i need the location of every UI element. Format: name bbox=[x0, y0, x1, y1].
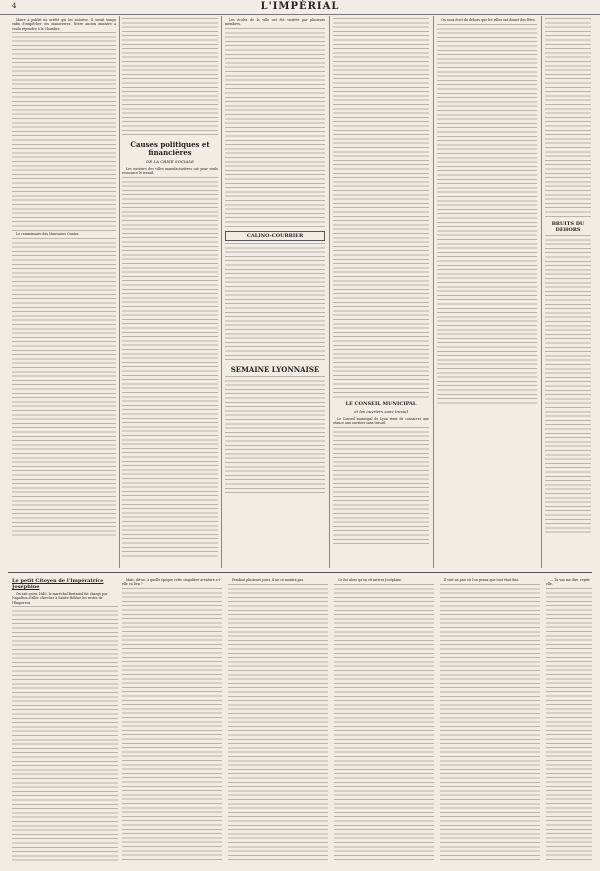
column-6 bbox=[545, 18, 591, 566]
text-block bbox=[546, 588, 592, 863]
feuilleton-column-2 bbox=[122, 578, 222, 863]
column-text: On sait qu'en 1840, le maréchal Bertrand fut chargé par Napoléon d'aller chercher à Sainte-Hélène les restes de l'Empereur. bbox=[12, 592, 108, 605]
column-text: On nous écrit du dehors que les villes ont donné des fêtes. bbox=[441, 18, 536, 22]
column-text: Les écoles de la ville ont été visitées par plusieurs membres. bbox=[225, 18, 325, 27]
column-2 bbox=[122, 18, 218, 566]
masthead bbox=[0, 0, 600, 15]
feuilleton-column-3 bbox=[228, 578, 328, 863]
feuilleton-column-6 bbox=[546, 578, 592, 863]
section-subheading: et les ouvriers sans travail bbox=[354, 409, 408, 414]
text-block bbox=[225, 243, 325, 363]
newspaper-title: L'IMPÉRIAL bbox=[260, 1, 340, 12]
section-heading: Causes politiques et financières bbox=[130, 140, 210, 157]
text-block bbox=[122, 588, 222, 863]
text-block bbox=[437, 24, 537, 404]
text-block bbox=[12, 238, 116, 538]
section-subheading: DE LA CRISE SOCIALE bbox=[146, 159, 194, 164]
text-block bbox=[225, 376, 325, 496]
column-text: Le commissaire des Mauvaises Quatre. bbox=[16, 232, 80, 237]
column-rule bbox=[119, 16, 120, 568]
column-text: Pendant plusieurs jours, il ne se montra pas. bbox=[232, 578, 305, 582]
section-heading: SEMAINE LYONNAISE bbox=[230, 365, 320, 375]
text-block bbox=[225, 28, 325, 228]
feuilleton-column-1 bbox=[12, 578, 118, 863]
text-block bbox=[12, 606, 118, 863]
feuilleton-column-5 bbox=[440, 578, 540, 863]
column-rule bbox=[433, 16, 434, 568]
text-block bbox=[228, 584, 328, 863]
column-text: Maire à publié un arrêté qui les autorise. Il serait temps enfin d'empêcher ces manœuvres. Notre ancien ministre a voulu répondre à la Chambre. bbox=[12, 18, 116, 31]
section-heading: CALINO-COURRIER bbox=[225, 231, 325, 241]
text-block bbox=[545, 235, 591, 535]
text-block bbox=[545, 18, 591, 218]
text-block bbox=[333, 18, 429, 398]
column-5 bbox=[437, 18, 537, 566]
column-3 bbox=[225, 18, 325, 566]
column-rule bbox=[541, 16, 542, 568]
feuilleton-heading: Le petit Citoyen de l'Impératrice Joséphine bbox=[12, 578, 104, 590]
column-text: Ce fut alors qu'on vit arriver Joséphine. bbox=[338, 578, 402, 582]
column-text: Les ouvriers des villes manufacturières ont pour seule ressource le travail. bbox=[122, 167, 218, 176]
text-block bbox=[334, 584, 434, 863]
column-4 bbox=[333, 18, 429, 566]
column-text: Mais, dit-on, à quelle époque cette singulière aventure a-t-elle eu lieu ? bbox=[122, 578, 221, 587]
column-text: — Tu vas me dire, reprit-elle. bbox=[546, 578, 591, 587]
text-block bbox=[122, 18, 218, 138]
text-block bbox=[440, 584, 540, 863]
feuilleton-rule bbox=[8, 572, 592, 573]
text-block bbox=[122, 177, 218, 557]
column-rule bbox=[329, 16, 330, 568]
page-number: 4 bbox=[12, 2, 17, 10]
column-1 bbox=[12, 18, 116, 566]
text-block bbox=[12, 32, 116, 232]
column-text: Il vint un jour où l'on pensa que tout était fini. bbox=[444, 578, 519, 582]
column-rule bbox=[221, 16, 222, 568]
text-block bbox=[333, 427, 429, 547]
section-heading: BRUITS DU DEHORS bbox=[551, 221, 585, 233]
section-heading: LE CONSEIL MUNICIPAL bbox=[345, 401, 417, 407]
feuilleton-column-4 bbox=[334, 578, 434, 863]
column-text: Le Conseil municipal de Lyon vient de consacrer une séance aux ouvriers sans travail. bbox=[333, 417, 429, 426]
